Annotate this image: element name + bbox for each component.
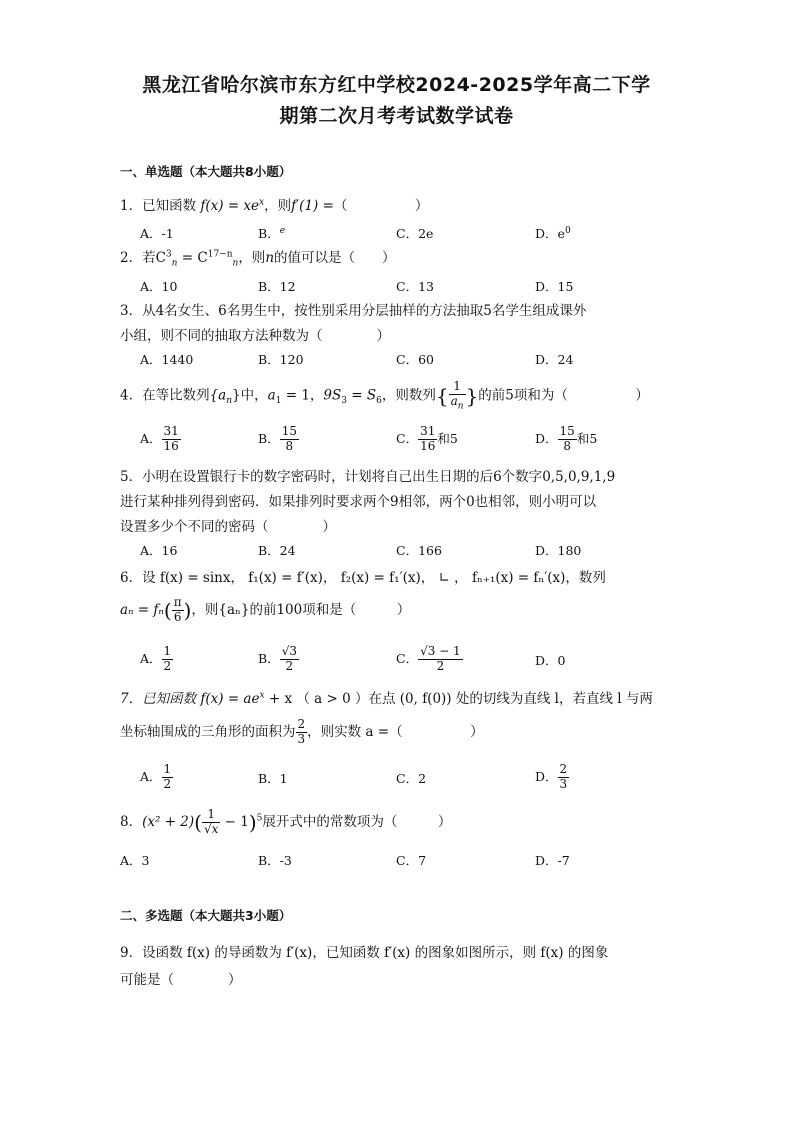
q4-option-c <box>396 425 458 454</box>
q4-seq-close: } <box>232 387 241 404</box>
q2-tail-2: 的值可以是（ ） <box>274 250 396 266</box>
q7-line-1-tail: + x （ a > 0 ）在点 (0, f(0)) 处的切线为直线 l，若直线 l 与两 <box>264 691 653 707</box>
q8-tail: 展开式中的常数项为（ ） <box>262 813 452 830</box>
section-multi-choice: 二、多选题（本大题共3小题） <box>120 908 292 923</box>
q4-a1-eq: = 1， <box>281 387 324 404</box>
q4-mid-1: 中， <box>240 387 268 404</box>
q4-option-d-den: 8 <box>563 438 571 453</box>
q2-option-b: B．12 <box>258 279 296 294</box>
q1-paren: （ ） <box>333 198 429 214</box>
q1-function: f(x) = xe <box>200 198 260 214</box>
q7-area-den: 3 <box>297 731 306 746</box>
q8-fraction <box>202 808 220 837</box>
q5-line-1-text: 5．小明在设置银行卡的数字密码时，计划将自己出生日期的后6个数字 <box>120 469 543 485</box>
q1-option-d <box>535 224 571 242</box>
q4-brace-close: } <box>465 383 479 408</box>
q1-derivative: f′(1) = <box>291 198 334 214</box>
q2-equals: = <box>177 250 198 266</box>
q7-option-d <box>535 763 569 792</box>
q4-option-d-label: D． <box>535 430 558 446</box>
q4-recip-den-base: a <box>450 393 458 408</box>
q7-option-a-den: 2 <box>163 776 172 791</box>
q1-option-c: C．2e <box>396 226 434 241</box>
q6-option-a-label: A． <box>140 650 162 666</box>
question-6-line-2 <box>120 596 410 625</box>
q4-recip-den <box>449 395 466 412</box>
q4-a1-sub: 1 <box>275 395 282 406</box>
question-7-line-1 <box>120 687 653 707</box>
q1-option-a: A．-1 <box>140 226 174 241</box>
title-line-1: 黑龙江省哈尔滨市东方红中学校2024-2025学年高二下学 <box>142 74 651 96</box>
q6-option-c-frac <box>418 645 463 674</box>
q6-tail: ，则{aₙ}的前100项和是（ ） <box>191 601 411 618</box>
q1-option-b-label: B． <box>258 226 280 241</box>
q8-exponent: 5 <box>256 813 263 824</box>
q3-option-d: D．24 <box>535 352 574 367</box>
q4-option-a-frac <box>162 425 181 454</box>
q4-option-c-label: C． <box>396 430 419 446</box>
q4-seq: {a <box>209 387 227 404</box>
q1-option-d-label: D． <box>535 226 558 241</box>
q7-option-a-frac <box>162 763 174 792</box>
q4-option-b-frac <box>280 425 299 454</box>
q6-option-a-num: 1 <box>163 644 172 658</box>
question-6-line-1: 6．设 f(x) = sinx， f₁(x) = f′(x)， f₂(x) = f₁′(x)， ∟ ， fₙ₊₁(x) = fₙ′(x)，数列 <box>120 570 606 586</box>
q2-comb-1-sub: n <box>171 258 178 269</box>
q5-option-a: A．16 <box>140 543 178 558</box>
q4-a1: a <box>267 387 276 404</box>
q6-paren-close: ) <box>183 598 192 623</box>
q4-option-d-tail: 和5 <box>576 430 598 446</box>
q1-mid: ，则 <box>264 198 292 214</box>
q6-option-c <box>396 645 463 674</box>
q2-comb-1-sup: 3 <box>165 249 172 260</box>
q4-option-c-tail: 和5 <box>437 430 458 446</box>
q8-first-factor: (x² + 2) <box>142 813 195 830</box>
q4-option-c-num: 31 <box>420 424 436 438</box>
question-5-line-2: 进行某种排列得到密码．如果排列时要求两个9相邻，两个0也相邻，则小明可以 <box>120 494 597 510</box>
q4-tail: 的前5项和为（ ） <box>478 387 649 404</box>
question-5-line-3: 设置多少个不同的密码（ ） <box>120 519 336 535</box>
q3-option-b: B．120 <box>258 352 304 367</box>
section-single-choice: 一、单选题（本大题共8小题） <box>120 164 292 179</box>
q4-option-d-frac <box>558 425 577 454</box>
q7-line-2-tail: ，则实数 a =（ ） <box>307 723 484 740</box>
q8-option-a: A．3 <box>120 853 150 868</box>
q2-stem: 2．若 <box>120 250 156 266</box>
q6-option-c-den: 2 <box>436 658 445 673</box>
q4-option-b-num: 15 <box>281 424 297 438</box>
q4-option-a <box>140 425 181 454</box>
q7-option-a-label: A． <box>140 768 162 784</box>
q7-option-d-den: 3 <box>559 776 568 791</box>
q4-option-d-num: 15 <box>559 424 575 438</box>
q6-option-b-frac <box>280 645 299 674</box>
q3-option-a: A．1440 <box>140 352 194 367</box>
q6-pi-num: π <box>173 595 182 609</box>
q5-digits: 0,5,0,9,1,9 <box>542 469 616 485</box>
q1-exponent: x <box>259 197 265 208</box>
q7-option-d-label: D． <box>535 768 558 784</box>
question-9-line-1: 9．设函数 f(x) 的导函数为 f′(x)，已知函数 f′(x) 的图象如图所示，则 f(x) 的图象 <box>120 945 609 961</box>
q6-option-a-den: 2 <box>163 658 172 673</box>
q1-stem: 1．已知函数 <box>120 198 197 214</box>
q6-option-b-den: 2 <box>285 658 294 673</box>
q7-option-d-num: 2 <box>559 762 568 776</box>
q8-frac-den: √x <box>203 821 219 836</box>
q7-option-c: C．2 <box>396 771 427 786</box>
q2-comb-2-sub: n <box>232 258 239 269</box>
q1-option-b-value: e <box>279 225 286 236</box>
q4-option-b <box>258 425 299 454</box>
q8-option-b: B．-3 <box>258 853 292 868</box>
q8-paren-open: ( <box>194 810 202 835</box>
q4-seq-sub: n <box>226 395 233 406</box>
q7-area-num: 2 <box>297 717 306 731</box>
question-9-line-2: 可能是（ ） <box>120 972 242 988</box>
q4-recip-fraction <box>449 380 466 412</box>
q8-paren-close: ) <box>248 810 257 835</box>
q2-variable: n <box>265 250 275 266</box>
q6-pi-den: 6 <box>173 609 182 624</box>
q7-option-a <box>140 763 173 792</box>
q6-paren-open: ( <box>163 598 172 623</box>
question-5-line-1 <box>120 465 615 485</box>
q4-option-a-num: 31 <box>163 424 179 438</box>
q2-comb-1: C <box>155 250 166 266</box>
q1-option-d-base: e <box>557 226 565 241</box>
q4-s6-sub: 6 <box>376 395 382 406</box>
q6-option-d: D．0 <box>535 653 566 668</box>
q6-option-b-num: √3 <box>281 644 297 658</box>
q6-option-c-num: √3 − 1 <box>420 644 461 658</box>
q4-option-d <box>535 425 597 454</box>
q2-option-c: C．13 <box>396 279 434 294</box>
title-line-2: 期第二次月考考试数学试卷 <box>279 105 514 127</box>
question-3-line-1: 3．从4名女生、6名男生中，按性别采用分层抽样的方法抽取5名学生组成课外 <box>120 303 587 319</box>
q7-option-b: B．1 <box>258 771 288 786</box>
q4-recip-num: 1 <box>449 380 466 395</box>
q6-pi-fraction <box>172 596 184 625</box>
q2-option-d: D．15 <box>535 279 574 294</box>
q7-line-1-text: 7．已知函数 f(x) = ae <box>120 691 260 707</box>
question-3-line-2: 小组，则不同的抽取方法种数为（ ） <box>120 328 390 344</box>
q5-option-b: B．24 <box>258 543 296 558</box>
q4-brace-open: { <box>435 383 449 408</box>
q8-option-c: C．7 <box>396 853 427 868</box>
q5-option-d: D．180 <box>535 543 582 558</box>
q1-option-b <box>258 224 285 242</box>
q4-recip-den-sub: n <box>457 401 464 412</box>
question-1 <box>120 194 428 214</box>
q8-num: 8． <box>120 813 143 830</box>
q6-option-b <box>258 645 299 674</box>
q8-minus-one: − 1 <box>220 813 249 830</box>
q5-option-c: C．166 <box>396 543 442 558</box>
q1-option-d-exp: 0 <box>564 225 571 236</box>
q2-comb-2-sup: 17−n <box>207 249 233 260</box>
q7-option-a-num: 1 <box>163 762 172 776</box>
question-7-line-2 <box>120 718 484 747</box>
q7-line-2-text: 坐标轴围成的三角形的面积为 <box>120 723 296 740</box>
q7-exponent: x <box>259 690 265 701</box>
q6-option-c-label: C． <box>396 650 419 666</box>
question-8 <box>120 808 451 837</box>
q4-option-c-frac <box>418 425 437 454</box>
q4-mid-2: ，则数列 <box>381 387 436 404</box>
q3-option-c: C．60 <box>396 352 434 367</box>
q4-option-a-label: A． <box>140 430 162 446</box>
q8-frac-num: 1 <box>202 808 220 823</box>
q7-option-d-frac <box>558 763 570 792</box>
q7-area-fraction <box>296 718 308 747</box>
q2-comb-2: C <box>197 250 208 266</box>
q4-stem: 4．在等比数列 <box>120 387 210 404</box>
q4-s3-sub: 3 <box>341 395 347 406</box>
q4-option-a-den: 16 <box>163 438 179 453</box>
q6-option-b-label: B． <box>258 650 280 666</box>
q4-s3: 9S <box>323 387 342 404</box>
q6-option-a <box>140 645 173 674</box>
q2-tail-1: ，则 <box>238 250 266 266</box>
question-4 <box>120 380 649 412</box>
question-2 <box>120 246 396 269</box>
q4-s6: = S <box>346 387 377 404</box>
q6-sequence-def: aₙ = fₙ <box>120 601 164 618</box>
q4-option-b-den: 8 <box>285 438 294 453</box>
q4-option-c-den: 16 <box>420 438 436 453</box>
q2-option-a: A．10 <box>140 279 178 294</box>
q4-option-b-label: B． <box>258 430 280 446</box>
q8-option-d: D．-7 <box>535 853 570 868</box>
q6-option-a-frac <box>162 645 174 674</box>
